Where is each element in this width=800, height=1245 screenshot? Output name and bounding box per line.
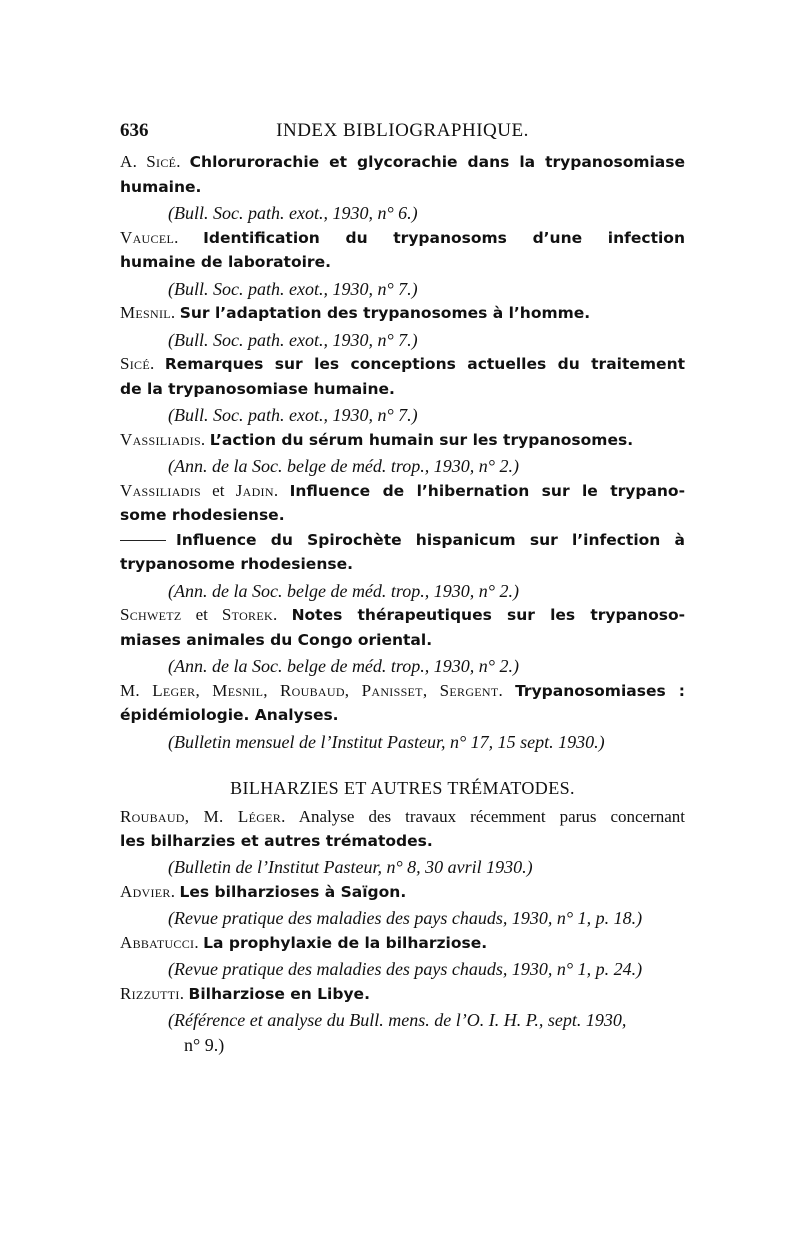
bib-entry (120, 679, 685, 755)
entry-author: Abbatucci. (120, 932, 199, 952)
entry-author: Vassiliadis (120, 480, 201, 500)
entry-author: Sicé. (120, 354, 155, 373)
bib-entry (120, 931, 685, 982)
entry-author-conj: et (195, 605, 208, 624)
bib-entry (120, 805, 685, 880)
entry-title: Remarques sur les conceptions actuelles du traitement (164, 355, 686, 373)
entry-author-2: Storek. (221, 605, 278, 624)
bib-entry (120, 880, 685, 931)
entry-title-cont: de la trypanosomiase humaine. (120, 379, 395, 398)
section-heading: BILHARZIES ET AUTRES TRÉMATODES. (230, 778, 575, 798)
entry-author-conj: et (212, 480, 225, 500)
entry-title: Identification du trypanosoms d’une infection (203, 228, 685, 247)
entry-reference: (Revue pratique des maladies des pays chauds, 1930, n° 1, p. 18.) (168, 908, 643, 928)
entry-author: Vassiliadis. (120, 429, 206, 449)
entry-title: Sur l’adaptation des trypanosomes à l’homme. (179, 304, 591, 322)
entry-title: Notes thérapeutiques sur les trypanoso- (291, 606, 686, 624)
entry-title: Influence du Spirochète hispanicum sur l’infection à (176, 530, 685, 549)
bib-entry (120, 982, 685, 1058)
entry-title: L’action du sérum humain sur les trypanosomes. (209, 430, 634, 449)
page-number: 636 (120, 120, 149, 141)
entry-author: Rizzutti. (120, 983, 185, 1003)
bib-entry (120, 603, 685, 679)
entry-title-cont: trypanosome rhodesiense. (120, 555, 353, 573)
entry-title-cont: humaine. (120, 177, 202, 196)
ditto-dash (120, 540, 166, 541)
entry-title-cont: les bilharzies et autres trématodes. (120, 831, 433, 850)
entry-reference: (Ann. de la Soc. belge de méd. trop., 1930, n° 2.) (168, 456, 519, 476)
bibliography (120, 150, 685, 1057)
entry-title: Bilharziose en Libye. (188, 984, 370, 1003)
entry-reference: (Revue pratique des maladies des pays chauds, 1930, n° 1, p. 24.) (168, 959, 643, 979)
entry-reference: (Bulletin mensuel de l’Institut Pasteur, n° 17, 15 sept. 1930.) (168, 731, 605, 752)
bib-entry (120, 479, 685, 528)
entry-title: Les bilharzioses à Saïgon. (179, 882, 407, 901)
page-title: INDEX BIBLIOGRAPHIQUE. (276, 120, 529, 141)
bib-entry (120, 150, 685, 226)
entry-title: Influence de l’hibernation sur le trypano- (289, 481, 686, 500)
entry-title: Trypanosomiases : (515, 681, 686, 700)
entry-title-cont: humaine de laboratoire. (120, 253, 331, 271)
bib-entry (120, 352, 685, 428)
entry-reference-cont: n° 9.) (184, 1034, 225, 1055)
entry-reference: (Bull. Soc. path. exot., 1930, n° 7.) (168, 405, 418, 425)
entry-title-cont: miases animales du Congo oriental. (120, 630, 433, 649)
entry-author-2: Jadin. (235, 480, 279, 500)
running-header (120, 120, 685, 146)
entry-title-cont: épidémiologie. Analyses. (120, 706, 339, 724)
entry-author: Advier. (120, 881, 176, 901)
entry-reference: (Bulletin de l’Institut Pasteur, n° 8, 30 avril 1930.) (168, 857, 533, 877)
entry-reference: (Ann. de la Soc. belge de méd. trop., 1930, n° 2.) (168, 656, 519, 676)
entry-author: A. Sicé. (120, 152, 181, 171)
entry-author: Mesnil. (120, 303, 176, 322)
bib-entry (120, 301, 685, 352)
entry-reference: (Bull. Soc. path. exot., 1930, n° 7.) (168, 329, 418, 350)
bib-entry (120, 226, 685, 302)
entry-title: La prophylaxie de la bilharziose. (203, 933, 488, 952)
bib-entry (120, 428, 685, 479)
entry-reference: (Référence et analyse du Bull. mens. de l’O. I. H. P., sept. 1930, (168, 1010, 627, 1030)
entry-title-cont: some rhodesiense. (120, 506, 285, 524)
entry-reference: (Bull. Soc. path. exot., 1930, n° 7.) (168, 278, 418, 299)
bib-entry (120, 528, 685, 604)
entry-author: Schwetz (120, 605, 182, 624)
entry-reference: (Bull. Soc. path. exot., 1930, n° 6.) (168, 203, 418, 223)
entry-title: Analyse des travaux récemment parus concernant (298, 807, 686, 826)
entry-title: Chlorurorachie et glycorachie dans la trypanosomiase (189, 153, 686, 171)
entry-reference: (Ann. de la Soc. belge de méd. trop., 1930, n° 2.) (168, 580, 519, 601)
entry-author: Roubaud, M. Léger. (120, 807, 286, 826)
entry-author: Vaucel. (120, 227, 179, 247)
entry-author: M. Leger, Mesnil, Roubaud, Panisset, Sergent. (120, 680, 504, 700)
